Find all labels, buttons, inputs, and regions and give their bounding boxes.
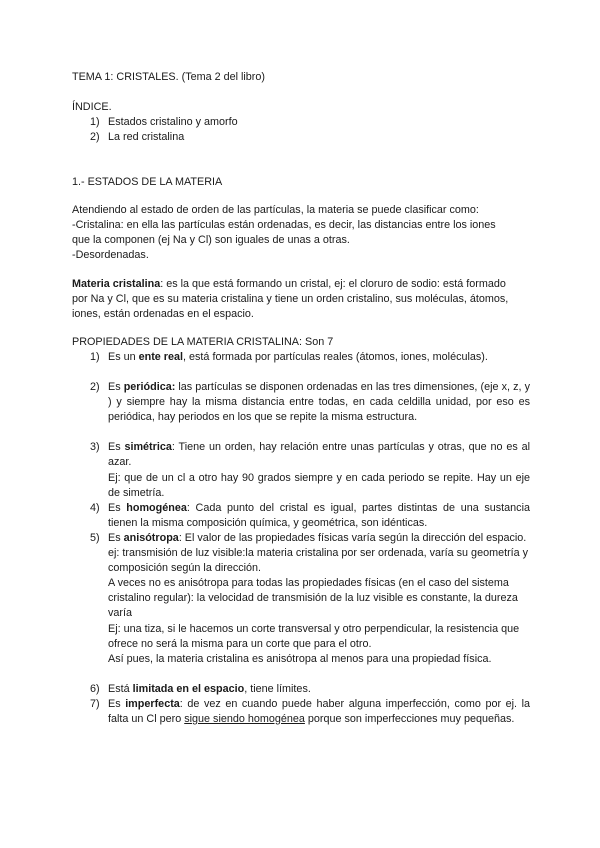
index-item [0, 115, 600, 130]
index-list [0, 115, 600, 145]
properties-list [0, 350, 600, 727]
item-number: 1) [90, 351, 100, 363]
item-text: Está limitada en el espacio, tiene límites. [108, 682, 311, 695]
index-heading: ÍNDICE. [72, 101, 112, 113]
item-number: 2) [90, 131, 100, 144]
document-title: TEMA 1: CRISTALES. (Tema 2 del libro) [72, 71, 266, 83]
item-text: Es simétrica: Tiene un orden, hay relación entre unas partículas y otras, que no es al azar. [108, 441, 530, 469]
item-paragraph: ej: transmisión de luz visible:la materia cristalina por ser ordenada, varía su geometría y composición según la dirección. [108, 547, 529, 575]
intro-line: -Cristalina: en ella las partículas están ordenadas, es decir, las distancias entre los iones [72, 219, 496, 231]
property-item [0, 501, 600, 531]
index-item [0, 130, 600, 145]
item-text: Estados cristalino y amorfo [108, 116, 238, 128]
item-number: 4) [90, 501, 100, 514]
item-example: Ej: que de un cl a otro hay 90 grados siempre y en cada periodo se repite. Hay un eje de simetría. [108, 471, 530, 499]
materia-line: iones, están ordenadas en el espacio. [72, 308, 254, 320]
item-number: 3) [90, 441, 100, 454]
item-text: Es homogénea: Cada punto del cristal es igual, partes distintas de una sustancia tienen la misma composición química, y geométrica, son idénticas. [108, 501, 530, 529]
materia-term: Materia cristalina [72, 278, 161, 290]
property-item [0, 531, 600, 667]
property-item [0, 380, 600, 425]
item-text: Es anisótropa: El valor de las propiedades físicas varía según la dirección del espacio. [108, 531, 527, 544]
item-text: Es un ente real, está formada por partículas reales (átomos, iones, moléculas). [108, 351, 488, 363]
item-number: 7) [90, 697, 100, 710]
underlined-phrase: sigue siendo homogénea [184, 712, 305, 725]
intro-line: que la componen (ej Na y Cl) son iguales de unas a otras. [72, 234, 350, 246]
item-text: Es periódica: las partículas se disponen ordenadas en las tres dimensiones, (eje x, z, y ) y siempre hay la misma distancia entre todas, en cada celdilla unidad, por eso es periódica, hay periodos en los que se repite la misma estructura. [108, 381, 530, 424]
item-number: 1) [90, 116, 100, 128]
item-number: 2) [90, 381, 100, 394]
materia-line: Materia cristalina: es la que está formando un cristal, ej: el cloruro de sodio: está formado [72, 278, 506, 290]
intro-line: -Desordenadas. [72, 249, 149, 261]
intro-line: Atendiendo al estado de orden de las partículas, la materia se puede clasificar como: [72, 204, 479, 216]
property-item [0, 440, 600, 500]
item-text: Es imperfecta: de vez en cuando puede haber alguna imperfección, como por ej. la falta un Cl pero sigue siendo homogénea porque son imperfecciones muy pequeñas. [108, 697, 530, 725]
item-paragraph: A veces no es anisótropa para todas las propiedades físicas (en el caso del sistema cristalino regular): la velocidad de transmisión de la luz visible es constante, la dureza varía [108, 577, 518, 620]
property-item [0, 350, 600, 365]
section-heading: 1.- ESTADOS DE LA MATERIA [72, 176, 223, 188]
item-paragraph: Así pues, la materia cristalina es anisótropa al menos para una propiedad física. [108, 652, 492, 665]
property-item [0, 697, 600, 727]
materia-line: por Na y Cl, que es su materia cristalina y tiene un orden cristalino, sus moléculas, átomos, [72, 293, 509, 305]
item-number: 6) [90, 682, 100, 695]
property-item [0, 682, 600, 697]
properties-heading: PROPIEDADES DE LA MATERIA CRISTALINA: Son 7 [72, 336, 334, 348]
item-number: 5) [90, 531, 100, 544]
item-text: La red cristalina [108, 131, 185, 144]
item-paragraph: Ej: una tiza, si le hacemos un corte transversal y otro perpendicular, la resistencia que ofrece no será la misma para un corte que para el otro. [108, 622, 520, 650]
